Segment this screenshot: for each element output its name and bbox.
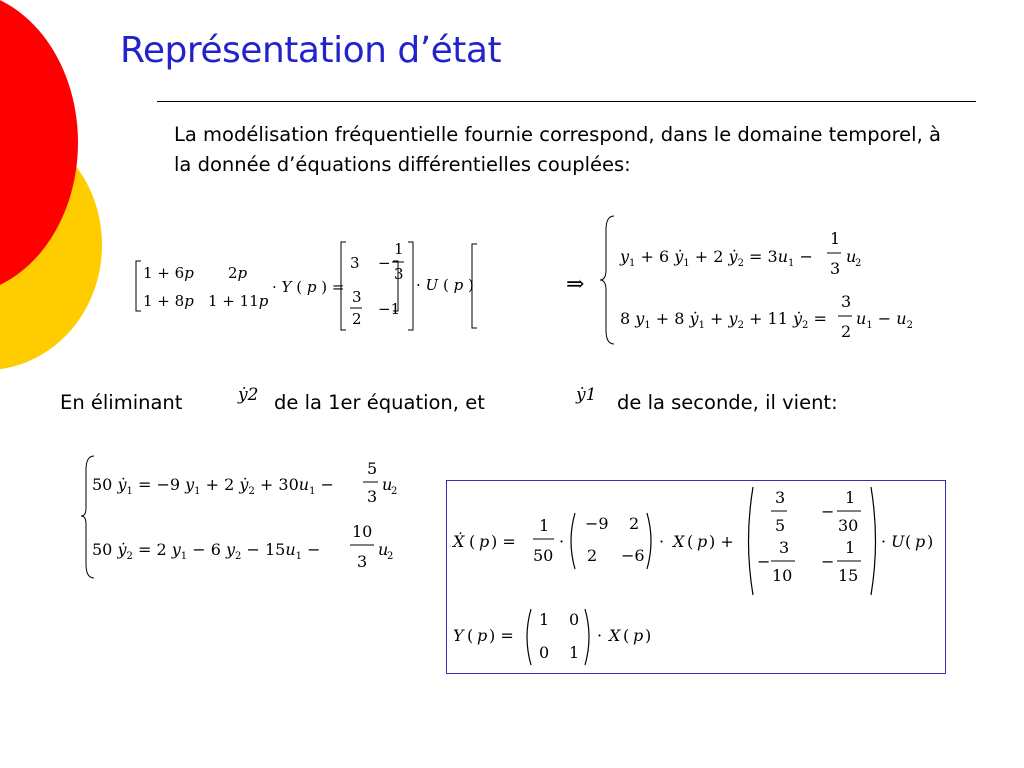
svg-text:3: 3: [357, 552, 368, 571]
svg-text:3: 3: [830, 259, 841, 278]
svg-text:X: X: [609, 626, 621, 645]
svg-text:(: (: [905, 532, 912, 551]
svg-text:· U ( p ): · U ( p ): [416, 276, 474, 294]
svg-text:p: p: [697, 532, 708, 551]
svg-text:50 ẏ2 = 2 y1 − 6 y2 − 15u1 −: 50 ẏ$_2$ = 2 $y_1 - 6$ $y_2 - 15u_1$ −: [92, 540, 321, 562]
svg-text:2: 2: [352, 310, 362, 328]
svg-text:·: ·: [559, 532, 565, 551]
svg-text:(: (: [467, 626, 474, 645]
svg-text:u1 − u2: $u_1 - u_2$: [856, 309, 913, 331]
state-space-equations: [447, 481, 945, 673]
svg-text:y1 + 6 ẏ1 + 2 ẏ2 = 3u1 −: $y_1 + 6$ ẏ$_1$ + 2 ẏ$_2$ = $3u_1$ −: [620, 247, 813, 269]
sentence-part-3: de la seconde, il vient:: [617, 391, 838, 414]
svg-text:2: 2: [391, 486, 398, 497]
svg-text:1: 1: [830, 229, 841, 248]
svg-text:u: u: [382, 475, 393, 494]
svg-text:2: 2: [841, 322, 852, 341]
svg-text:0: 0: [569, 610, 580, 629]
svg-text:(: (: [623, 626, 630, 645]
svg-text:−: −: [821, 552, 835, 571]
svg-text:): ): [927, 532, 934, 551]
svg-text:3: 3: [367, 487, 378, 506]
sentence-part-2: de la 1er équation, et: [274, 391, 485, 414]
svg-text:Y: Y: [453, 626, 464, 645]
implies-arrow: ⇒: [566, 272, 585, 297]
transfer-matrix-rhs: [340, 236, 480, 336]
svg-text:·: ·: [659, 532, 665, 551]
svg-text:· Y ( p ) =: · Y ( p ) =: [272, 278, 345, 296]
svg-text:5: 5: [367, 459, 378, 478]
svg-text:1: 1: [394, 240, 404, 258]
slide-title: Représentation d’état: [120, 30, 502, 71]
svg-text:): ): [645, 626, 652, 645]
svg-text:1 + 6p: 1 + 6p: [143, 264, 194, 282]
svg-text:Ẋ: Ẋ: [453, 532, 465, 551]
svg-text:10: 10: [772, 566, 793, 585]
svg-text:3: 3: [775, 488, 786, 507]
svg-text:1: 1: [845, 538, 856, 557]
svg-text:−: −: [821, 502, 835, 521]
svg-text:X: X: [673, 532, 685, 551]
intro-paragraph: La modélisation fréquentielle fournie correspond, dans le domaine temporel, à la donnée d’équations différentielles couplées:: [174, 123, 941, 176]
svg-text:) =: ) =: [491, 532, 516, 551]
svg-text:(: (: [469, 532, 476, 551]
svg-text:15: 15: [838, 566, 859, 585]
svg-text:p: p: [915, 532, 926, 551]
svg-text:1: 1: [845, 488, 856, 507]
coupled-differential-system: [598, 212, 928, 348]
svg-text:−: −: [378, 254, 391, 272]
resulting-system: [80, 452, 420, 582]
eliminated-variable-2: ẏ1: [576, 385, 597, 405]
svg-text:p: p: [633, 626, 644, 645]
svg-text:p: p: [477, 626, 488, 645]
svg-text:3: 3: [779, 538, 790, 557]
svg-text:u: u: [378, 540, 389, 559]
svg-text:5: 5: [775, 516, 786, 535]
svg-text:2p: 2p: [228, 264, 248, 282]
svg-text:1 + 11p: 1 + 11p: [208, 292, 269, 310]
svg-text:50 ẏ1 = −9 y1 + 2 ẏ2 + 30u1 −: 50 ẏ$_1$ = −9 $y_1 + 2$ ẏ$_2$ + $30u_1$ −: [92, 475, 334, 497]
svg-text:3: 3: [352, 288, 362, 306]
svg-text:U: U: [891, 532, 905, 551]
svg-text:0: 0: [539, 643, 550, 662]
svg-text:10: 10: [352, 522, 373, 541]
svg-text:1: 1: [539, 610, 550, 629]
svg-text:1: 1: [569, 643, 580, 662]
svg-text:·: ·: [597, 626, 603, 645]
svg-text:8 y1 + 8 ẏ1 + y2 + 11 ẏ2 =: 8 $y_1 + 8$ ẏ$_1$ + $y_2 + 11$ ẏ$_2$ =: [620, 309, 827, 331]
sentence-part-1: En éliminant: [60, 391, 183, 414]
svg-text:3: 3: [841, 292, 852, 311]
svg-text:3: 3: [394, 265, 404, 283]
svg-text:2: 2: [587, 546, 598, 565]
svg-text:1 + 8p: 1 + 8p: [143, 292, 194, 310]
svg-text:30: 30: [838, 516, 859, 535]
svg-text:50: 50: [533, 546, 554, 565]
svg-text:p: p: [479, 532, 490, 551]
svg-text:·: ·: [881, 532, 887, 551]
svg-text:−: −: [757, 552, 771, 571]
svg-text:−6: −6: [621, 546, 645, 565]
svg-text:1: 1: [539, 516, 550, 535]
svg-text:) =: ) =: [489, 626, 514, 645]
eliminated-variable-1: ẏ2: [238, 385, 259, 405]
svg-text:) +: ) +: [709, 532, 734, 551]
title-underline: [157, 101, 976, 102]
svg-text:−9: −9: [585, 514, 609, 533]
state-space-box: [446, 480, 946, 674]
svg-text:2: 2: [387, 551, 394, 562]
svg-text:(: (: [687, 532, 694, 551]
svg-text:3: 3: [350, 254, 360, 272]
svg-text:2: 2: [855, 258, 862, 269]
svg-text:−1: −1: [378, 300, 401, 318]
svg-text:u: u: [846, 247, 857, 266]
svg-text:2: 2: [629, 514, 640, 533]
